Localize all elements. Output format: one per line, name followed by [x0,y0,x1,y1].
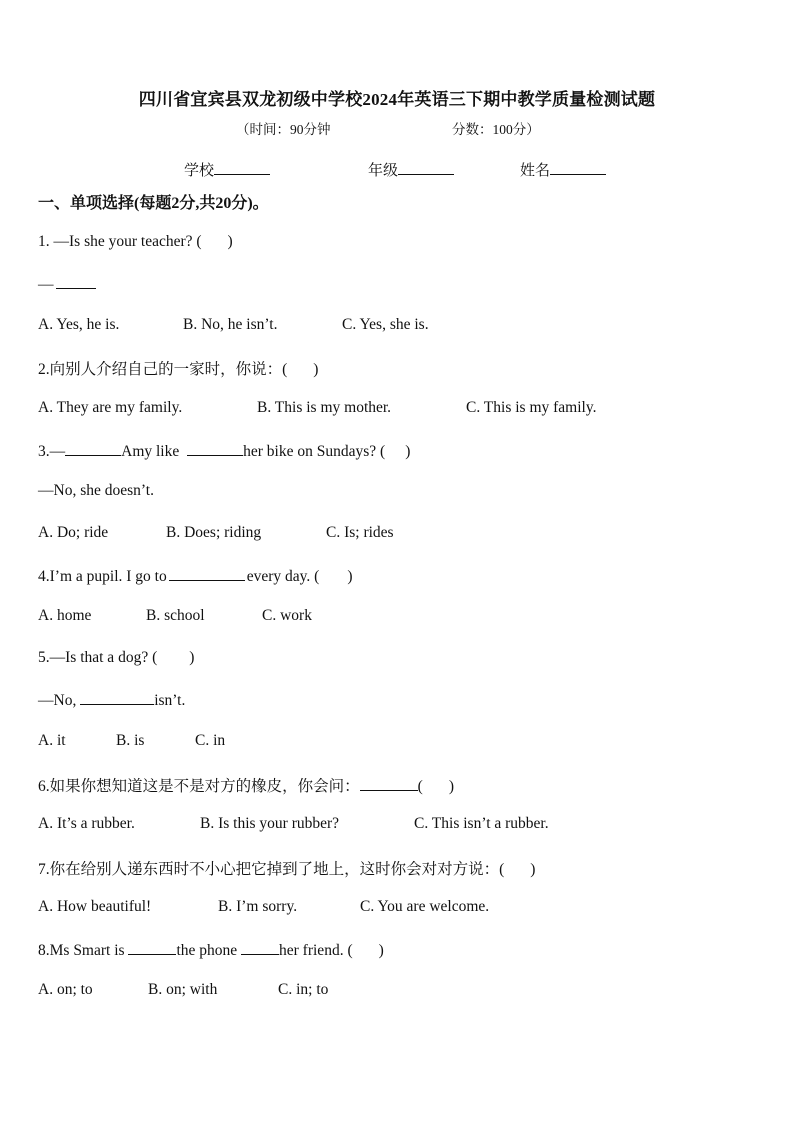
section-heading: 一、单项选择(每题2分,共20分)。 [38,195,269,212]
option-c[interactable]: C. Yes, she is. [342,316,429,333]
question-3-stem: 3.— Amy like her bike on Sundays? ( ) [38,443,411,460]
option-c[interactable]: C. This is my family. [466,399,597,416]
grade-label: 年级 [368,163,399,179]
option-a[interactable]: A. it [38,732,66,749]
option-a[interactable]: A. on; to [38,981,93,998]
name-blank[interactable] [550,160,606,175]
option-b[interactable]: B. This is my mother. [257,399,392,416]
answer-blank[interactable] [80,690,154,705]
option-a[interactable]: A. Do; ride [38,524,109,541]
answer-blank[interactable] [187,441,243,456]
question-1-stem: 1. —Is she your teacher? ( ) [38,233,233,250]
time-limit: （时间：90分钟 [236,122,331,137]
option-c[interactable]: C. Is; rides [326,524,394,541]
option-c[interactable]: C. You are welcome. [360,898,490,915]
name-label: 姓名 [520,163,551,179]
option-c[interactable]: C. work [262,607,312,624]
question-6-stem: 6.如果你想知道这是不是对方的橡皮，你会问： ( ) [38,778,454,795]
option-b[interactable]: B. Is this your rubber? [200,815,340,832]
answer-blank[interactable] [241,940,279,955]
school-field [184,159,270,180]
option-b[interactable]: B. No, he isn’t. [183,316,278,333]
option-b[interactable]: B. school [146,607,205,624]
option-b[interactable]: B. is [116,732,145,749]
option-a[interactable]: A. Yes, he is. [38,316,120,333]
school-blank[interactable] [214,160,270,175]
answer-blank[interactable] [56,274,96,289]
option-c[interactable]: C. in [195,732,226,749]
question-5-stem: 5.—Is that a dog? ( ) [38,649,195,666]
answer-blank[interactable] [128,940,176,955]
grade-blank[interactable] [398,160,454,175]
option-a[interactable]: A. home [38,607,92,624]
answer-blank[interactable] [360,776,418,791]
option-b[interactable]: B. Does; riding [166,524,262,541]
option-a[interactable]: A. It’s a rubber. [38,815,135,832]
question-5-reply: —No, isn’t. [38,692,186,709]
question-4-stem: 4.I’m a pupil. I go to every day. ( ) [38,568,353,585]
option-a[interactable]: A. They are my family. [38,399,183,416]
answer-blank[interactable] [65,441,121,456]
total-score: 分数：100分） [452,122,540,137]
question-1-reply: — [38,274,98,294]
school-label: 学校 [184,163,215,179]
answer-blank[interactable] [169,566,245,581]
question-8-stem: 8.Ms Smart is the phone her friend. ( ) [38,942,384,959]
grade-field [368,159,454,180]
question-3-reply: —No, she doesn’t. [38,482,154,499]
option-c[interactable]: C. This isn’t a rubber. [414,815,549,832]
option-a[interactable]: A. How beautiful! [38,898,152,915]
option-c[interactable]: C. in; to [278,981,329,998]
name-field [520,159,606,180]
question-7-stem: 7.你在给别人递东西时不小心把它掉到了地上，这时你会对对方说：( ) [38,861,536,878]
option-b[interactable]: B. I’m sorry. [218,898,298,915]
option-b[interactable]: B. on; with [148,981,218,998]
question-2-stem: 2.向别人介绍自己的一家时，你说：( ) [38,361,319,378]
page-title: 四川省宜宾县双龙初级中学校2024年英语三下期中教学质量检测试题 [138,90,656,109]
